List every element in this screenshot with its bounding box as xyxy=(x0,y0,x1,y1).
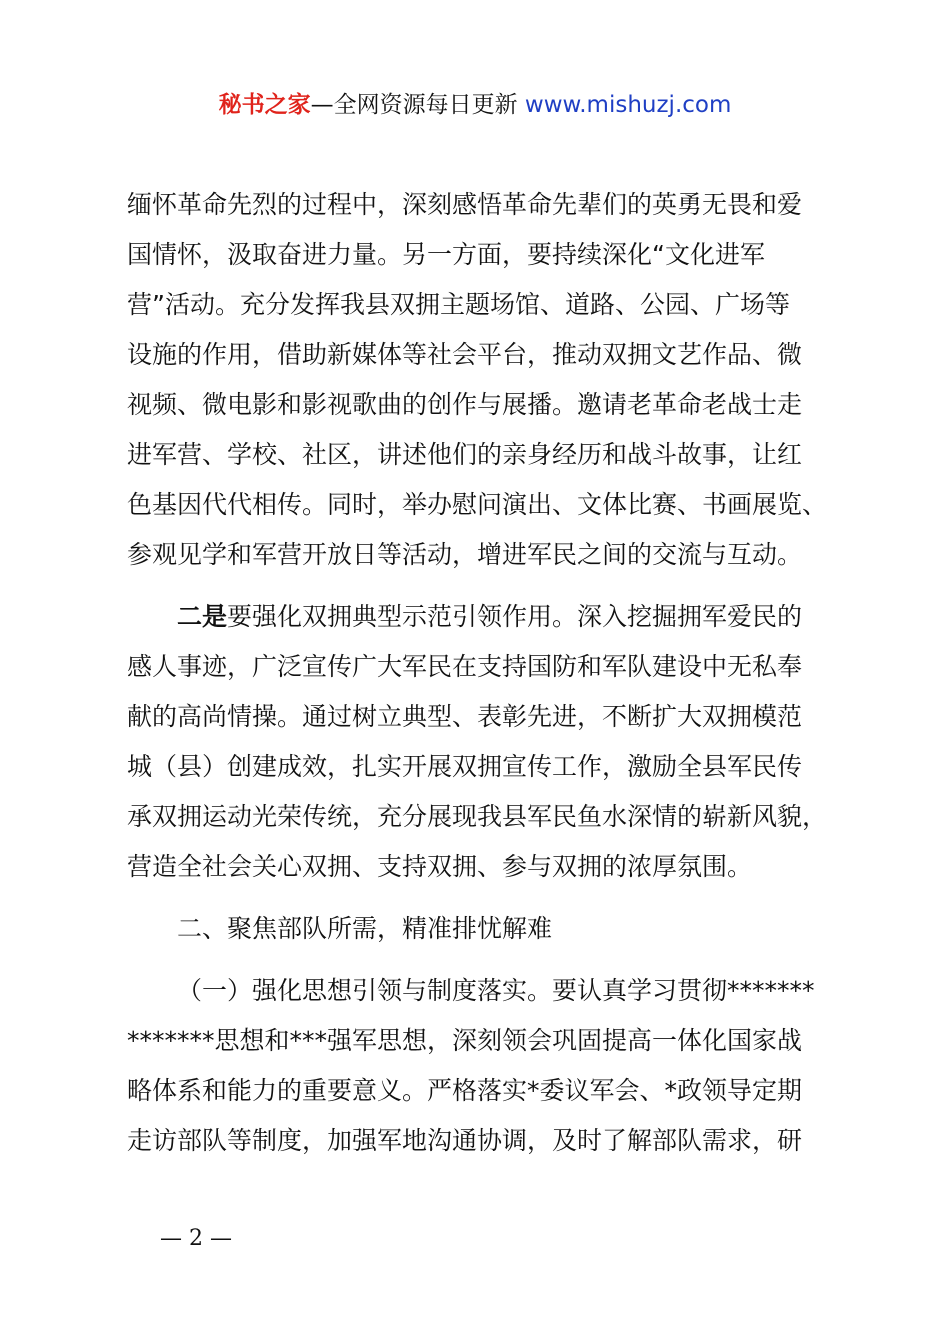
brand-name: 秘书之家 xyxy=(218,92,311,118)
text-line: 视频、微电影和影视歌曲的创作与展播。邀请老革命老战士走 xyxy=(127,390,803,419)
text-line: 感人事迹，广泛宣传广大军民在支持国防和军队建设中无私奉 xyxy=(127,652,803,681)
text-line: 参观见学和军营开放日等活动，增进军民之间的交流与互动。 xyxy=(127,540,803,569)
site-banner xyxy=(0,88,950,122)
document-body xyxy=(127,180,837,1166)
banner-tagline: —全网资源每日更新 xyxy=(310,92,525,118)
text-line: 承双拥运动光荣传统，充分展现我县军民鱼水深情的崭新风貌， xyxy=(127,802,828,831)
text-line: 走访部队等制度，加强军地沟通协调，及时了解部队需求，研 xyxy=(127,1126,803,1155)
text-line: 营造全社会关心双拥、支持双拥、参与双拥的浓厚氛围。 xyxy=(127,852,753,881)
text-line xyxy=(127,592,837,642)
text-line: 进军营、学校、社区，讲述他们的亲身经历和战斗故事，让红 xyxy=(127,440,803,469)
text-line: 献的高尚情操。通过树立典型、表彰先进，不断扩大双拥模范 xyxy=(127,702,803,731)
paragraph-lead: 二是 xyxy=(177,602,228,631)
text-line: 缅怀革命先烈的过程中，深刻感悟革命先辈们的英勇无畏和爱 xyxy=(127,190,803,219)
text-line: 营”活动。充分发挥我县双拥主题场馆、道路、公园、广场等 xyxy=(127,290,790,319)
text-line: 国情怀，汲取奋进力量。另一方面，要持续深化“文化进军 xyxy=(127,240,765,269)
text-line-rest: 要强化双拥典型示范引领作用。深入挖掘拥军爱民的 xyxy=(227,602,803,631)
paragraph-culture-activities xyxy=(127,180,837,580)
text-line: 设施的作用，借助新媒体等社会平台，推动双拥文艺作品、微 xyxy=(127,340,803,369)
text-line: 略体系和能力的重要意义。严格落实*委议军会、*政领导定期 xyxy=(127,1076,803,1105)
text-line: *******思想和***强军思想，深刻领会巩固提高一体化国家战 xyxy=(127,1026,803,1055)
section-heading: 二、聚焦部队所需，精准排忧解难 xyxy=(177,914,553,943)
text-line: 城（县）创建成效，扎实开展双拥宣传工作，激励全县军民传 xyxy=(127,752,803,781)
text-line: 色基因代代相传。同时，举办慰问演出、文体比赛、书画展览、 xyxy=(127,490,828,519)
text-line: （一）强化思想引领与制度落实。要认真学习贯彻******* xyxy=(177,976,815,1005)
page-number: — 2 — xyxy=(160,1226,232,1251)
paragraph-ideological-guidance xyxy=(127,966,837,1166)
site-url-link[interactable]: www.mishuzj.com xyxy=(524,92,732,118)
paragraph-model-demonstration xyxy=(127,592,837,892)
